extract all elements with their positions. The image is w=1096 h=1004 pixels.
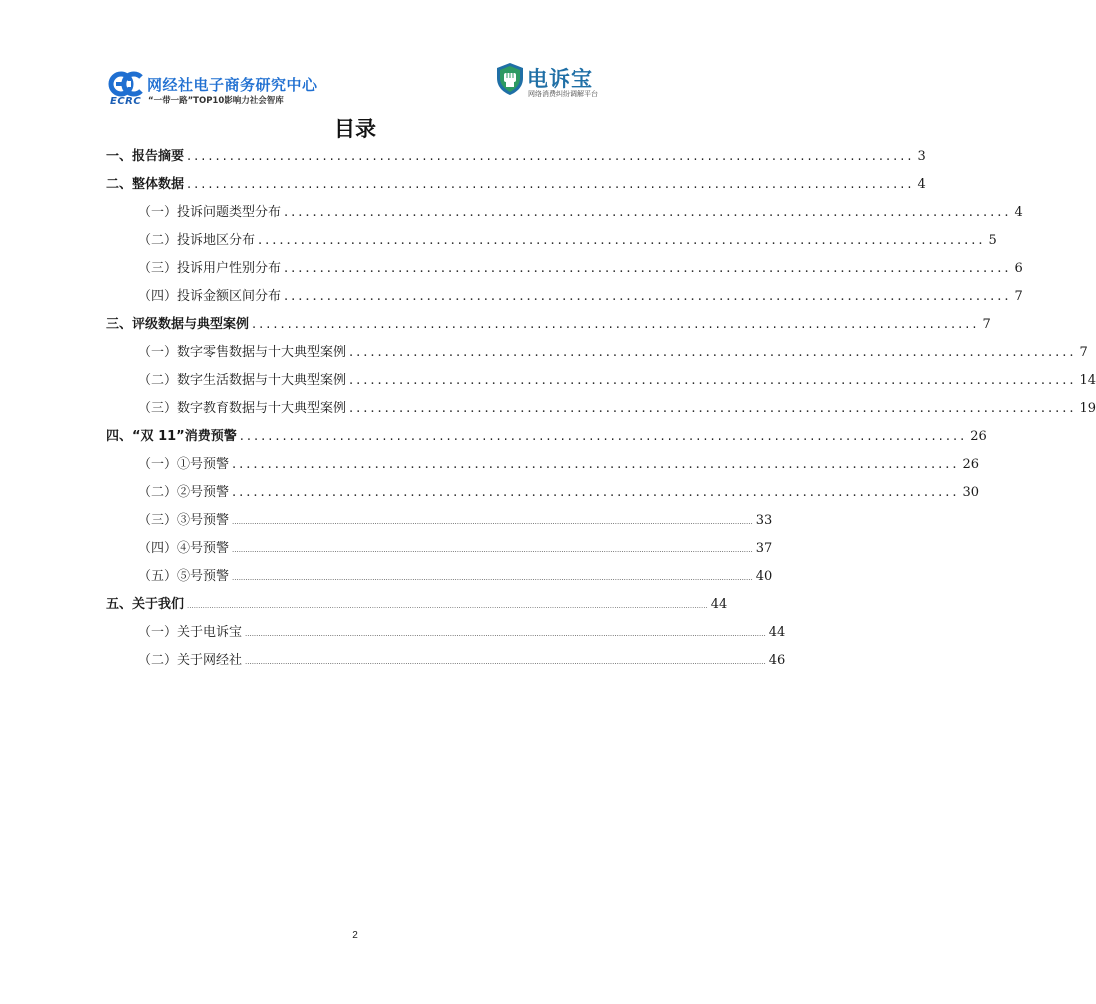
toc-entry-about-dianshubao[interactable] <box>138 624 786 643</box>
toc-entry-page: 7 <box>1014 289 1023 304</box>
toc-entry-page: 26 <box>970 429 987 444</box>
toc-entry-overall-data[interactable] <box>106 176 926 194</box>
dot-leader: ...................................................................................................... <box>252 317 980 332</box>
toc-entry-ratings-cases[interactable] <box>106 316 991 334</box>
toc-entry-label: （二）投诉地区分布 <box>138 233 256 248</box>
toc-entry-warning-3[interactable] <box>138 512 773 531</box>
toc-entry-label: （四）投诉金额区间分布 <box>138 289 282 304</box>
toc-entry-label: （五）⑤号预警 <box>138 569 230 584</box>
toc-entry-page: 4 <box>917 177 926 192</box>
toc-entry-page: 44 <box>768 625 786 640</box>
dot-leader: ...................................................................................................... <box>232 485 960 500</box>
toc-entry-warning-5[interactable] <box>138 568 773 587</box>
dianshubao-name: 电诉宝 <box>527 67 593 91</box>
toc-entry-label: （四）④号预警 <box>138 541 230 556</box>
toc-entry-page: 33 <box>755 513 773 528</box>
toc-entry-user-gender[interactable] <box>138 260 1023 278</box>
toc-entry-page: 6 <box>1014 261 1023 276</box>
dot-leader: .......................................................................................................................................................................................................................................... <box>245 630 766 638</box>
toc-entry-double11-warning[interactable] <box>106 428 987 446</box>
ecrc-abbr: ECRC <box>110 96 142 107</box>
dot-leader: ...................................................................................................... <box>187 177 915 192</box>
toc-entry-page: 44 <box>710 597 728 612</box>
toc-entry-digital-retail[interactable] <box>138 344 1088 362</box>
toc-entry-label: （三）数字教育数据与十大典型案例 <box>138 401 347 416</box>
toc-entry-complaint-regions[interactable] <box>138 232 997 250</box>
dot-leader: .......................................................................................................................................................................................................................................... <box>232 546 753 554</box>
dot-leader: ...................................................................................................... <box>284 261 1012 276</box>
toc-entry-warning-4[interactable] <box>138 540 773 559</box>
toc-entry-complaint-types[interactable] <box>138 204 1023 222</box>
dot-leader: ...................................................................................................... <box>284 205 1012 220</box>
dot-leader: ...................................................................................................... <box>232 457 960 472</box>
page-number: 2 <box>352 930 358 941</box>
toc-entry-label: （二）关于网经社 <box>138 653 243 668</box>
dot-leader: .......................................................................................................................................................................................................................................... <box>245 658 766 666</box>
toc-entry-page: 7 <box>1079 345 1088 360</box>
toc-entry-about-us[interactable] <box>106 596 728 615</box>
toc-entry-label: （一）①号预警 <box>138 457 230 472</box>
dot-leader: ...................................................................................................... <box>349 345 1077 360</box>
toc-title: 目录 <box>334 117 376 141</box>
dot-leader: ...................................................................................................... <box>187 149 915 164</box>
ecrc-name: 网经社电子商务研究中心 <box>147 76 318 94</box>
toc-entry-label: （一）数字零售数据与十大典型案例 <box>138 345 347 360</box>
toc-entry-page: 37 <box>755 541 773 556</box>
dot-leader: ...................................................................................................... <box>349 401 1077 416</box>
toc-entry-label: （一）投诉问题类型分布 <box>138 205 282 220</box>
toc-entry-amount-range[interactable] <box>138 288 1023 306</box>
toc-entry-label: （三）③号预警 <box>138 513 230 528</box>
toc-entry-page: 3 <box>917 149 926 164</box>
toc-entry-page: 5 <box>988 233 997 248</box>
toc-entry-label: 四、“双 11”消费预警 <box>106 429 237 444</box>
dot-leader: ...................................................................................................... <box>284 289 1012 304</box>
toc-entry-warning-1[interactable] <box>138 456 980 474</box>
toc-entry-about-wangjingshe[interactable] <box>138 652 786 671</box>
ecrc-slogan: “一带一路”TOP10影响力社会智库 <box>148 96 284 106</box>
dot-leader: .......................................................................................................................................................................................................................................... <box>232 574 753 582</box>
toc-entry-digital-education[interactable] <box>138 400 1096 418</box>
toc-entry-label: 五、关于我们 <box>106 597 185 612</box>
toc-entry-page: 26 <box>962 457 980 472</box>
toc-entry-page: 7 <box>982 317 991 332</box>
toc-entry-page: 40 <box>755 569 773 584</box>
toc-entry-page: 14 <box>1079 373 1096 388</box>
dot-leader: .......................................................................................................................................................................................................................................... <box>187 602 708 610</box>
toc-entry-page: 19 <box>1079 401 1096 416</box>
toc-entry-report-summary[interactable] <box>106 148 926 166</box>
toc-entry-page: 30 <box>962 485 980 500</box>
toc-entry-label: 二、整体数据 <box>106 177 185 192</box>
toc-entry-label: （二）数字生活数据与十大典型案例 <box>138 373 347 388</box>
dot-leader: .......................................................................................................................................................................................................................................... <box>232 518 753 526</box>
toc-entry-digital-life[interactable] <box>138 372 1096 390</box>
toc-entry-label: （一）关于电诉宝 <box>138 625 243 640</box>
dot-leader: ...................................................................................................... <box>239 429 968 444</box>
dianshubao-subtitle: 网络消费纠纷调解平台 <box>528 90 598 98</box>
toc-entry-label: 一、报告摘要 <box>106 149 185 164</box>
toc-entry-warning-2[interactable] <box>138 484 980 502</box>
dot-leader: ...................................................................................................... <box>258 233 986 248</box>
toc-entry-label: 三、评级数据与典型案例 <box>106 317 250 332</box>
toc-entry-page: 4 <box>1014 205 1023 220</box>
dot-leader: ...................................................................................................... <box>349 373 1077 388</box>
toc-entry-label: （三）投诉用户性别分布 <box>138 261 282 276</box>
toc-entry-label: （二）②号预警 <box>138 485 230 500</box>
toc-entry-page: 46 <box>768 653 786 668</box>
